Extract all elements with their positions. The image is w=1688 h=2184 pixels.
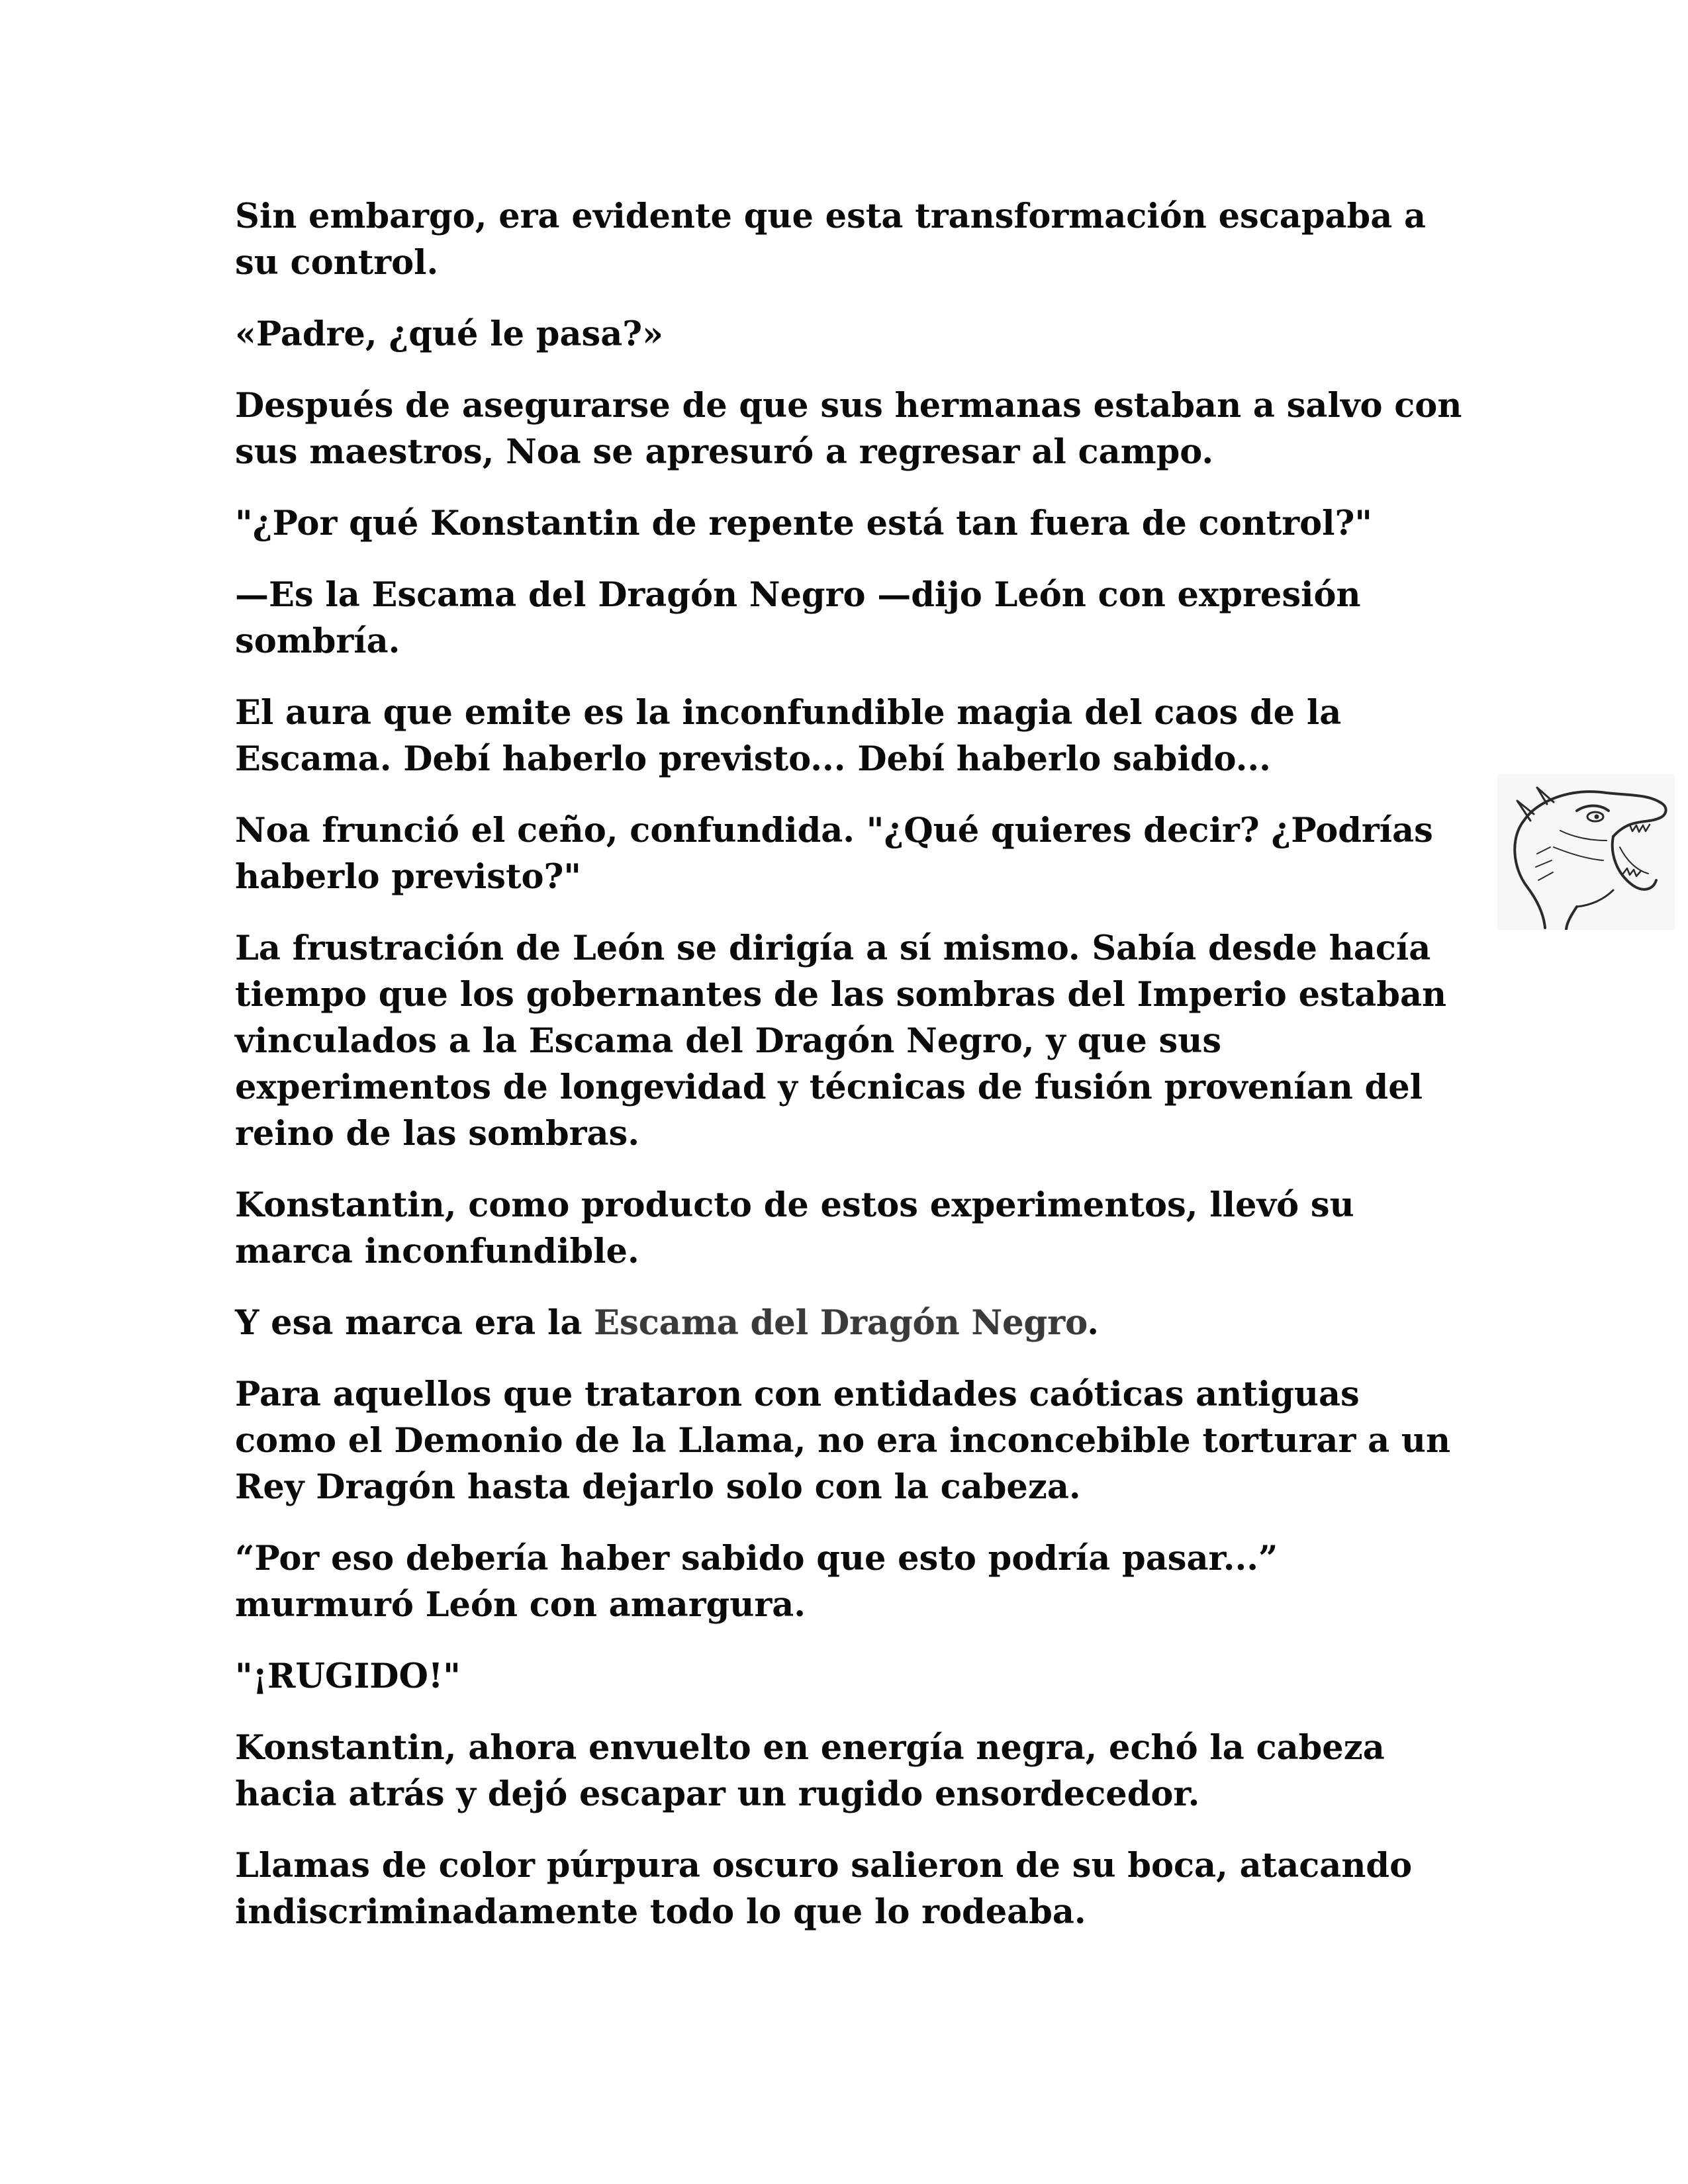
paragraph: Sin embargo, era evidente que esta transformación escapaba a su control. [235,197,1427,283]
marked-paragraph [235,1300,1466,1346]
paragraph: La frustración de León se dirigía a sí mismo. Sabía desde hacía tiempo que los gobernantes de las sombras del Imperio estaban vinculados a la Escama del Dragón Negro, y que sus experimentos de longevidad y técnicas de fusión provenían del reino de las sombras. [235,929,1447,1154]
paragraph: —Es la Escama del Dragón Negro —dijo León con expresión sombría. [235,575,1361,661]
paragraph: Llamas de color púrpura oscuro salieron de su boca, atacando indiscriminadamente todo lo que lo rodeaba. [235,1846,1413,1932]
paragraph: El aura que emite es la inconfundible magia del caos de la Escama. Debí haberlo previsto... Debí haberlo sabido... [235,693,1342,779]
paragraph: Después de asegurarse de que sus hermanas estaban a salvo con sus maestros, Noa se apresuró a regresar al campo. [235,386,1462,472]
dragon-head-sketch-icon [1497,774,1675,930]
paragraph: "¿Por qué Konstantin de repente está tan fuera de control?" [235,504,1372,543]
paragraph: "¡RUGIDO!" [235,1657,461,1696]
paragraph: Noa frunció el ceño, confundida. "¿Qué quieres decir? ¿Podrías haberlo previsto?" [235,811,1433,897]
highlighted-term: Escama del Dragón Negro [594,1303,1088,1343]
story-text [235,193,1466,1960]
paragraph: Konstantin, ahora envuelto en energía negra, echó la cabeza hacia atrás y dejó escapar un rugido ensordecedor. [235,1728,1385,1814]
marked-prefix: Y esa marca era la [235,1303,594,1343]
paragraph: Konstantin, como producto de estos experimentos, llevó su marca inconfundible. [235,1185,1354,1271]
paragraph: Para aquellos que trataron con entidades caóticas antiguas como el Demonio de la Llama, no era inconcebible torturar a un Rey Dragón hasta dejarlo solo con la cabeza. [235,1375,1451,1507]
paragraph: “Por eso debería haber sabido que esto podría pasar...” murmuró León con amargura. [235,1539,1278,1625]
marked-suffix: . [1087,1303,1099,1343]
paragraph: «Padre, ¿qué le pasa?» [235,314,664,354]
